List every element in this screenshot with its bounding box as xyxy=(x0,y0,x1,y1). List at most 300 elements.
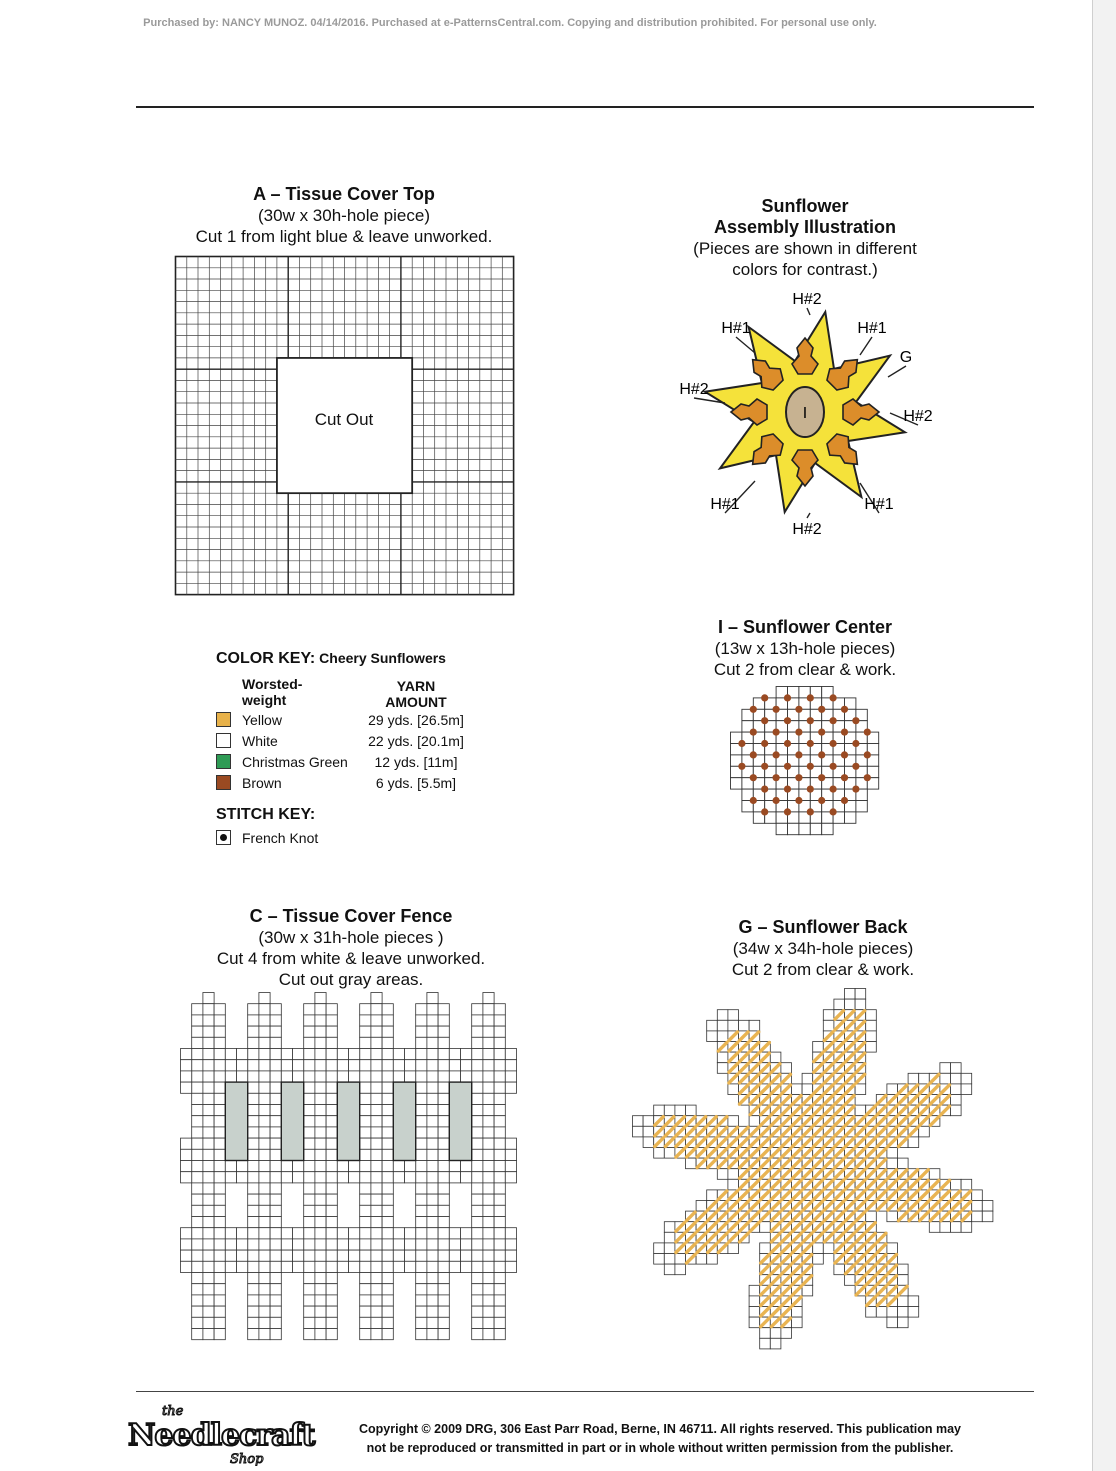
piece-c-cell xyxy=(237,1071,248,1082)
piece-c-cell xyxy=(326,1317,337,1328)
piece-c-cell xyxy=(270,1049,281,1060)
piece-c-cell xyxy=(371,1161,382,1172)
piece-c-cell xyxy=(427,1082,438,1093)
piece-c-cell xyxy=(281,1049,292,1060)
piece-c-cell xyxy=(270,1138,281,1149)
piece-c-cell xyxy=(427,1194,438,1205)
piece-g-cell xyxy=(770,1338,781,1349)
piece-c-cell xyxy=(382,1228,393,1239)
piece-c-cell xyxy=(393,1060,404,1071)
piece-g-cell xyxy=(813,1254,824,1265)
piece-c-cell xyxy=(494,1239,505,1250)
piece-c-cell xyxy=(259,1116,270,1127)
col-worsted-weight: Worsted- weight xyxy=(242,676,303,708)
piece-c-cell xyxy=(382,1205,393,1216)
stitch-french-knot xyxy=(216,828,496,849)
piece-c-cell xyxy=(427,1239,438,1250)
french-knot xyxy=(773,729,780,736)
piece-c-cell xyxy=(259,1138,270,1149)
piece-c-cell xyxy=(326,1049,337,1060)
piece-g-cell xyxy=(633,1116,644,1127)
piece-c-cell xyxy=(494,1026,505,1037)
piece-c-cell xyxy=(461,1250,472,1261)
piece-g-cell xyxy=(951,1063,962,1074)
piece-c-cell xyxy=(304,1284,315,1295)
piece-c-cell xyxy=(270,1093,281,1104)
piece-c-cell xyxy=(427,1261,438,1272)
piece-c-cell xyxy=(203,1149,214,1160)
piece-c-cell xyxy=(259,1317,270,1328)
piece-c-cell xyxy=(371,1239,382,1250)
piece-g-cell xyxy=(664,1222,675,1233)
piece-c-cell xyxy=(371,1261,382,1272)
assembly-label: G xyxy=(899,349,913,366)
piece-c-cell xyxy=(192,1250,203,1261)
piece-g-cell xyxy=(887,1148,898,1159)
piece-g-cell xyxy=(802,1073,813,1084)
piece-c-cell xyxy=(259,1037,270,1048)
piece-c-cell xyxy=(472,1239,483,1250)
piece-c-cell xyxy=(438,1060,449,1071)
piece-c-cell xyxy=(472,1161,483,1172)
piece-c-cell xyxy=(203,1284,214,1295)
french-knot xyxy=(773,706,780,713)
piece-c-cell xyxy=(382,1261,393,1272)
top-divider xyxy=(136,106,1034,108)
piece-c-cell xyxy=(360,1205,371,1216)
piece-g-cell xyxy=(845,989,856,1000)
piece-g-cell xyxy=(961,1073,972,1084)
piece-c-cell xyxy=(304,1172,315,1183)
piece-c-cell xyxy=(225,1239,236,1250)
piece-a-caption xyxy=(144,184,544,247)
french-knot xyxy=(841,729,848,736)
piece-c-cell xyxy=(505,1082,516,1093)
piece-g-cell xyxy=(898,1275,909,1286)
piece-c-cell xyxy=(304,1317,315,1328)
piece-c-cell xyxy=(483,1127,494,1138)
piece-c-cell xyxy=(483,1138,494,1149)
piece-c-cell xyxy=(315,1183,326,1194)
piece-c-cell xyxy=(360,1149,371,1160)
piece-c-cell xyxy=(248,1329,259,1340)
piece-c-cell xyxy=(382,1217,393,1228)
piece-c-cell xyxy=(281,1239,292,1250)
piece-c-cell xyxy=(371,1082,382,1093)
piece-c-cell xyxy=(315,1172,326,1183)
piece-g-title: G – Sunflower Back xyxy=(738,917,908,937)
piece-g-cell xyxy=(749,1285,760,1296)
piece-c-cell xyxy=(427,1138,438,1149)
piece-c-cell xyxy=(203,1093,214,1104)
copyright-notice xyxy=(320,1420,1000,1458)
piece-c-cell xyxy=(293,1172,304,1183)
piece-g-cell xyxy=(686,1105,697,1116)
piece-c-cell xyxy=(237,1261,248,1272)
piece-g-cell xyxy=(982,1201,993,1212)
piece-c-cell xyxy=(315,1015,326,1026)
piece-c-cell xyxy=(315,1116,326,1127)
piece-c-cell xyxy=(416,1060,427,1071)
piece-c-cell xyxy=(214,1161,225,1172)
piece-c-cell xyxy=(494,1015,505,1026)
piece-c-cell xyxy=(192,1138,203,1149)
piece-c-cell xyxy=(416,1127,427,1138)
piece-g-cell xyxy=(887,1317,898,1328)
piece-i-cell xyxy=(822,823,833,834)
piece-c-cell xyxy=(248,1284,259,1295)
piece-c-cell xyxy=(449,1228,460,1239)
piece-c-cell xyxy=(181,1082,192,1093)
piece-c-cell xyxy=(494,1306,505,1317)
piece-c-cell xyxy=(483,1228,494,1239)
french-knot xyxy=(841,706,848,713)
piece-c-cell xyxy=(438,1261,449,1272)
piece-c-cell xyxy=(315,1037,326,1048)
piece-g-cell xyxy=(898,1296,909,1307)
assembly-label: H#1 xyxy=(864,496,894,513)
piece-c-cell xyxy=(304,1082,315,1093)
piece-c-cell xyxy=(315,993,326,1004)
piece-c-cell xyxy=(281,1172,292,1183)
piece-c-cell xyxy=(472,1116,483,1127)
piece-c-cell xyxy=(304,1239,315,1250)
piece-c-cell xyxy=(416,1149,427,1160)
piece-g-cell xyxy=(887,1084,898,1095)
french-knot xyxy=(830,717,837,724)
piece-c-cell xyxy=(259,1239,270,1250)
piece-c-cell xyxy=(315,1228,326,1239)
piece-c-cell xyxy=(438,1295,449,1306)
french-knot xyxy=(795,729,802,736)
piece-c-cell xyxy=(192,1116,203,1127)
piece-c-cell xyxy=(315,1194,326,1205)
piece-g-cell xyxy=(823,1020,834,1031)
piece-c-cell xyxy=(494,1037,505,1048)
piece-g-cell xyxy=(675,1254,686,1265)
piece-g-cell xyxy=(643,1126,654,1137)
piece-c-cell xyxy=(270,1071,281,1082)
piece-c-cell xyxy=(438,1317,449,1328)
piece-c-cell xyxy=(505,1239,516,1250)
assembly-note-2: colors for contrast.) xyxy=(732,260,878,279)
piece-c-cell xyxy=(483,1295,494,1306)
piece-c-cell xyxy=(192,1317,203,1328)
piece-g-cell xyxy=(728,1243,739,1254)
piece-g-cell xyxy=(770,1328,781,1339)
piece-c-cell xyxy=(382,1149,393,1160)
piece-c-cell xyxy=(203,1183,214,1194)
piece-c-cell xyxy=(248,1093,259,1104)
piece-c-cell xyxy=(337,1060,348,1071)
piece-c-cell xyxy=(326,1329,337,1340)
piece-c-cell xyxy=(225,1250,236,1261)
piece-c-cell xyxy=(237,1250,248,1261)
piece-c-cell xyxy=(214,1116,225,1127)
piece-c-cell xyxy=(438,1161,449,1172)
piece-c-cell xyxy=(203,1026,214,1037)
piece-c-cell xyxy=(427,1105,438,1116)
piece-c-cell xyxy=(237,1228,248,1239)
piece-c-cell xyxy=(416,1295,427,1306)
piece-c-cell xyxy=(293,1071,304,1082)
piece-c-cell xyxy=(472,1250,483,1261)
piece-c-cell xyxy=(505,1049,516,1060)
piece-c-cell xyxy=(494,1082,505,1093)
piece-c-cell xyxy=(315,1082,326,1093)
piece-c-cell xyxy=(259,1161,270,1172)
piece-c-cell xyxy=(505,1060,516,1071)
piece-c-cell xyxy=(192,1239,203,1250)
piece-c-cell xyxy=(259,1228,270,1239)
piece-c-cell xyxy=(438,1093,449,1104)
french-knot xyxy=(807,763,814,770)
piece-c-cell xyxy=(337,1250,348,1261)
piece-g-cell xyxy=(940,1063,951,1074)
piece-g-cell xyxy=(633,1126,644,1137)
piece-c-cell xyxy=(326,1082,337,1093)
piece-g-cell xyxy=(908,1073,919,1084)
piece-g-cell xyxy=(823,1010,834,1021)
piece-c-cell xyxy=(259,1105,270,1116)
piece-g-cell xyxy=(781,1328,792,1339)
piece-g-cell xyxy=(654,1148,665,1159)
piece-g-cell xyxy=(717,1020,728,1031)
piece-c-cell xyxy=(494,1161,505,1172)
color-key-row xyxy=(216,710,496,731)
piece-c-cell xyxy=(382,1194,393,1205)
piece-g-cell xyxy=(951,1105,962,1116)
piece-c-cell xyxy=(192,1217,203,1228)
piece-c-cell xyxy=(304,1060,315,1071)
piece-c-cell xyxy=(472,1205,483,1216)
piece-c-cell xyxy=(304,1261,315,1272)
piece-c-cell xyxy=(371,1060,382,1071)
piece-c-cell xyxy=(248,1037,259,1048)
piece-g-cell xyxy=(707,1190,718,1201)
french-knot xyxy=(818,797,825,804)
piece-c-cell xyxy=(315,1295,326,1306)
piece-c-cell xyxy=(405,1060,416,1071)
piece-c-cell xyxy=(472,1261,483,1272)
piece-c-cell xyxy=(214,1071,225,1082)
piece-c-cell xyxy=(259,1306,270,1317)
piece-g-cell xyxy=(866,1042,877,1053)
french-knot xyxy=(738,740,745,747)
piece-c-cell xyxy=(371,1127,382,1138)
piece-c-cell xyxy=(293,1228,304,1239)
piece-g-cell xyxy=(982,1211,993,1222)
piece-g-cell xyxy=(749,1020,760,1031)
french-knot xyxy=(852,717,859,724)
piece-c-cell xyxy=(248,1183,259,1194)
piece-c-cell xyxy=(293,1049,304,1060)
piece-c-cell xyxy=(472,1082,483,1093)
piece-c-cell xyxy=(337,1172,348,1183)
piece-c-cell xyxy=(360,1037,371,1048)
piece-c-cell xyxy=(382,1183,393,1194)
assembly-label: H#2 xyxy=(903,408,933,425)
piece-c-cell xyxy=(304,1037,315,1048)
piece-c-cell xyxy=(427,1093,438,1104)
piece-g-cell xyxy=(866,1031,877,1042)
piece-c-cell xyxy=(382,1071,393,1082)
piece-c-cell xyxy=(203,1261,214,1272)
piece-c-cell xyxy=(483,1037,494,1048)
leader-line xyxy=(888,366,906,377)
piece-c-cell xyxy=(393,1228,404,1239)
piece-c-cell xyxy=(494,1093,505,1104)
piece-c-cell xyxy=(304,1183,315,1194)
piece-g-cell xyxy=(675,1105,686,1116)
logo-shop: Shop xyxy=(230,1452,264,1467)
piece-c-instructions-2: Cut out gray areas. xyxy=(278,970,424,989)
piece-c-cell xyxy=(382,1161,393,1172)
piece-g-cell xyxy=(717,1063,728,1074)
piece-g-cell xyxy=(728,1010,739,1021)
piece-c-cell xyxy=(472,1071,483,1082)
piece-c-cell xyxy=(483,1329,494,1340)
piece-c-cell xyxy=(360,1071,371,1082)
piece-c-cell xyxy=(237,1060,248,1071)
piece-c-cell xyxy=(449,1071,460,1082)
piece-g-cell xyxy=(728,1116,739,1127)
french-knot xyxy=(738,763,745,770)
piece-c-cell xyxy=(483,1060,494,1071)
piece-c-cell xyxy=(505,1172,516,1183)
piece-c-cell xyxy=(326,1138,337,1149)
piece-c-cell xyxy=(192,1149,203,1160)
piece-g-cell xyxy=(834,1264,845,1275)
piece-c-cell xyxy=(461,1161,472,1172)
piece-c-cell xyxy=(259,1026,270,1037)
stitch-key-heading: STITCH KEY: xyxy=(216,806,316,823)
piece-c-cell xyxy=(349,1250,360,1261)
piece-g-cell xyxy=(951,1073,962,1084)
piece-g-cell xyxy=(643,1137,654,1148)
piece-c-cell xyxy=(371,1004,382,1015)
piece-c-cell xyxy=(461,1239,472,1250)
yarn-name: Brown xyxy=(242,775,282,791)
piece-c-cell xyxy=(192,1071,203,1082)
assembly-title-2: Assembly Illustration xyxy=(713,217,897,237)
piece-c-cell xyxy=(326,1093,337,1104)
piece-g-cell xyxy=(908,1307,919,1318)
piece-c-cell xyxy=(225,1060,236,1071)
piece-c-cell xyxy=(382,1273,393,1284)
piece-c-cell xyxy=(203,1138,214,1149)
piece-c-cell xyxy=(472,1273,483,1284)
piece-c-cell xyxy=(203,1217,214,1228)
piece-c-cell xyxy=(203,1116,214,1127)
piece-g-cell xyxy=(749,1317,760,1328)
piece-c-cell xyxy=(281,1071,292,1082)
piece-c-cell xyxy=(304,1161,315,1172)
piece-c-cell xyxy=(393,1161,404,1172)
piece-c-cell xyxy=(505,1138,516,1149)
viewer-scrollbar[interactable] xyxy=(1092,0,1116,1471)
piece-c-cell xyxy=(326,1183,337,1194)
piece-c-cell xyxy=(472,1105,483,1116)
piece-c-cell xyxy=(382,1105,393,1116)
piece-c-cell xyxy=(203,1317,214,1328)
piece-c-cell xyxy=(416,1284,427,1295)
piece-c-cell xyxy=(371,1317,382,1328)
piece-c-cell xyxy=(405,1049,416,1060)
piece-c-cell xyxy=(382,1004,393,1015)
piece-c-cell xyxy=(416,1093,427,1104)
piece-c-cell xyxy=(483,1071,494,1082)
piece-c-cell xyxy=(326,1194,337,1205)
piece-c-cell xyxy=(461,1049,472,1060)
piece-g-cell xyxy=(866,1211,877,1222)
piece-g-cell xyxy=(898,1264,909,1275)
piece-c-cell xyxy=(371,1273,382,1284)
french-knot xyxy=(750,729,757,736)
piece-g-cell xyxy=(707,1020,718,1031)
assembly-illustration xyxy=(670,285,950,545)
piece-g-cell xyxy=(898,1307,909,1318)
piece-c-cell xyxy=(281,1161,292,1172)
copyright-line-1: Copyright © 2009 DRG, 306 East Parr Road, Berne, IN 46711. All rights reserved. This publication may xyxy=(358,1422,961,1436)
piece-c-cell xyxy=(315,1149,326,1160)
piece-g-cell xyxy=(696,1254,707,1265)
piece-c-cell xyxy=(416,1082,427,1093)
piece-c-cell xyxy=(181,1250,192,1261)
piece-c-cell xyxy=(203,1250,214,1261)
piece-c-cell xyxy=(427,1217,438,1228)
piece-c-cell xyxy=(304,1228,315,1239)
piece-c-cell xyxy=(371,1183,382,1194)
piece-a-title: A – Tissue Cover Top xyxy=(253,184,435,204)
piece-c-cell xyxy=(293,1161,304,1172)
piece-c-cell xyxy=(483,1273,494,1284)
piece-c-cell xyxy=(438,1049,449,1060)
piece-c-cell xyxy=(360,1172,371,1183)
piece-c-cell xyxy=(371,1306,382,1317)
piece-g-cell xyxy=(887,1243,898,1254)
piece-c-cell xyxy=(270,1127,281,1138)
piece-a-instructions: Cut 1 from light blue & leave unworked. xyxy=(195,227,493,246)
piece-g-cell xyxy=(855,1105,866,1116)
piece-g-cell xyxy=(717,1031,728,1042)
piece-c-cell xyxy=(416,1004,427,1015)
piece-c-cell xyxy=(427,1306,438,1317)
piece-c-cell xyxy=(270,1239,281,1250)
piece-c-cell xyxy=(483,1194,494,1205)
piece-g-cell xyxy=(919,1126,930,1137)
piece-c-cell xyxy=(371,1037,382,1048)
piece-c-cell xyxy=(405,1071,416,1082)
piece-c-cell xyxy=(371,1329,382,1340)
piece-c-cell xyxy=(427,1250,438,1261)
piece-c-cell xyxy=(483,1205,494,1216)
piece-c-cell xyxy=(427,1015,438,1026)
piece-c-cell xyxy=(248,1049,259,1060)
piece-c-cell xyxy=(505,1161,516,1172)
piece-c-cell xyxy=(360,1105,371,1116)
piece-g-cell xyxy=(866,1307,877,1318)
yarn-name: Yellow xyxy=(242,712,282,728)
piece-c-cell xyxy=(304,1049,315,1060)
piece-c-cell xyxy=(360,1116,371,1127)
piece-c-title: C – Tissue Cover Fence xyxy=(249,906,453,926)
piece-c-cell xyxy=(416,1015,427,1026)
piece-c-cell xyxy=(192,1093,203,1104)
piece-g-cell xyxy=(898,1317,909,1328)
piece-c-cell xyxy=(304,1127,315,1138)
piece-c-cell xyxy=(461,1261,472,1272)
